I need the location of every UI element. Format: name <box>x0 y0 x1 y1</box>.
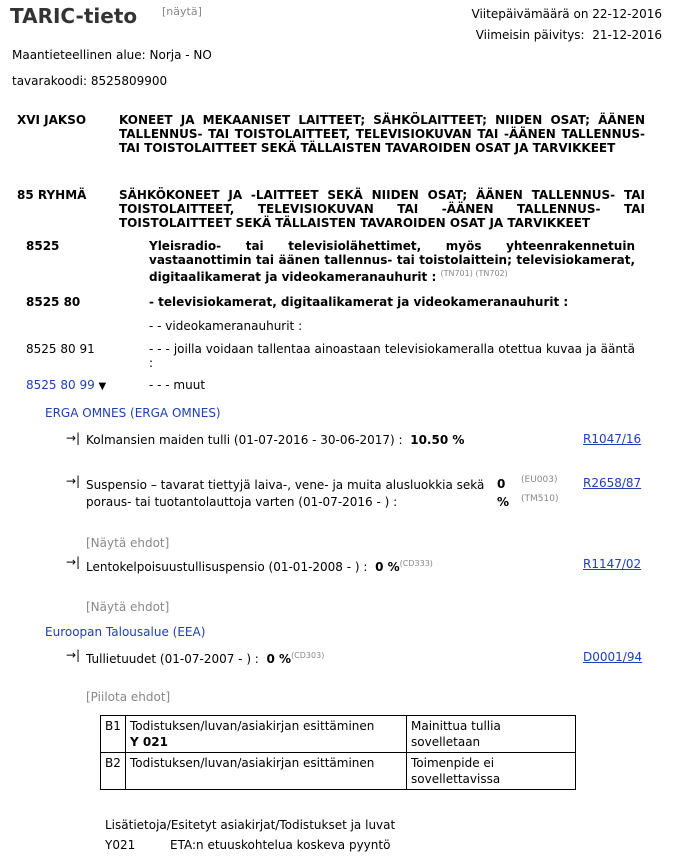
heading-8525-code: 8525 <box>26 239 60 253</box>
table-row <box>101 716 576 753</box>
condition-code: B1 <box>101 716 126 753</box>
additional-info-title: Lisätietoja/Esitetyt asiakirjat/Todistukset ja luvat <box>105 818 396 832</box>
heading-852580-code: 8525 80 <box>26 295 81 309</box>
condition-description <box>126 716 407 753</box>
heading-8525-notes[interactable]: (TN701) (TN702) <box>440 269 508 278</box>
group-eea: Euroopan Talousalue (EEA) <box>45 625 206 639</box>
conditions-table <box>100 715 576 790</box>
measure-airworthiness <box>86 559 433 574</box>
measure-suspension-text: Suspensio – tavarat tiettyjä laiva-, vene- ja muita alusluokkia sekä poraus- tai tuotantolauttoja varten (01-07-2016 - ) : <box>86 478 485 509</box>
show-conditions-link[interactable]: [Näytä ehdot] <box>86 536 170 550</box>
last-update-date: 21-12-2016 <box>592 28 662 42</box>
condition-action: Mainittua tullia sovelletaan <box>407 716 576 753</box>
table-row <box>101 753 576 790</box>
hide-conditions-link[interactable]: [Piilota ehdot] <box>86 690 171 704</box>
heading-85258091-text: - - - joilla voidaan tallentaa ainoastaan televisiokameralla otettua kuvaa ja ääntä : <box>149 342 635 370</box>
regulation-link[interactable]: R1047/16 <box>583 432 642 446</box>
measure-arrow-icon: →| <box>66 555 81 569</box>
measure-text: Lentokelpoisuustullisuspensio (01-01-2008 - ) : <box>86 560 368 574</box>
measure-text: Kolmansien maiden tulli (01-07-2016 - 30-06-2017) : <box>86 433 403 447</box>
section-code: XVI JAKSO <box>17 113 87 127</box>
measure-text: Tullietuudet (01-07-2007 - ) : <box>86 652 259 666</box>
measure-arrow-icon: →| <box>66 431 81 445</box>
show-conditions-link[interactable]: [Näytä ehdot] <box>86 600 170 614</box>
measure-rate: 10.50 % <box>410 433 465 447</box>
last-update-label: Viimeisin päivitys: <box>475 28 585 42</box>
document-description: ETA:n etuuskohtelua koskeva pyyntö <box>170 838 391 852</box>
region-value: Norja - NO <box>149 48 212 62</box>
chapter-code: 85 RYHMÄ <box>17 188 87 202</box>
reference-date-label: Viitepäivämäärä on <box>471 7 589 21</box>
condition-action: Toimenpide ei sovellettavissa <box>407 753 576 790</box>
heading-852580-text: - televisiokamerat, digitaalikamerat ja videokameranauhurit : <box>149 295 569 309</box>
chapter-text: SÄHKÖKONEET JA -LAITTEET SEKÄ NIIDEN OSAT; ÄÄNEN TALLENNUS- TAI TOISTOLAITTEET, TELEVISIOKUVAN TAI -ÄÄNEN TALLENNUS- TAI TOISTOLAITTEET SEKÄ TÄLLAISTEN TAVAROIDEN OSAT JA TARVIKKEET <box>119 188 645 230</box>
condition-code: B2 <box>101 753 126 790</box>
heading-85258099[interactable] <box>26 378 106 392</box>
footnote-cd333[interactable]: (CD333) <box>399 559 433 568</box>
footnote-cd303[interactable]: (CD303) <box>291 651 325 660</box>
code-line <box>12 74 167 88</box>
heading-85258091-code: 8525 80 91 <box>26 342 95 356</box>
section-text: KONEET JA MEKAANISET LAITTEET; SÄHKÖLAITTEET; NIIDEN OSAT; ÄÄNEN TALLENNUS- TAI TOISTOLAITTEET, TELEVISIOKUVAN TAI -ÄÄNEN TALLENNUS- TAI TOISTOLAITTEET SEKÄ TÄLLAISTEN TAVAROIDEN OSAT JA TARVIKKEET <box>119 113 645 155</box>
region-label: Maantieteellinen alue: <box>12 48 146 62</box>
measure-third-country-duty <box>86 433 464 447</box>
condition-description: Todistuksen/luvan/asiakirjan esittäminen <box>126 753 407 790</box>
document-code: Y021 <box>105 838 136 852</box>
measure-rate: 0 <box>497 477 506 491</box>
heading-8525-text <box>149 239 635 284</box>
heading-85258099-text: - - - muut <box>149 378 206 392</box>
region-line <box>12 48 212 62</box>
footnote-tm510[interactable]: (TM510) <box>521 494 559 504</box>
heading-8525-label: Yleisradio- tai televisiolähettimet, myös yhteenrakennetuin vastaanottimin tai äänen tallennus- tai toistolaittein; televisiokamerat, digitaalikamerat ja videokameranauhurit : <box>149 239 635 284</box>
group-erga-omnes: ERGA OMNES (ERGA OMNES) <box>45 406 221 420</box>
regulation-link[interactable]: R2658/87 <box>583 476 642 490</box>
heading-videocam-text: - - videokameranauhurit : <box>149 319 303 333</box>
code-value: 8525809900 <box>90 74 168 88</box>
measure-rate-unit: % <box>497 495 510 509</box>
regulation-link[interactable]: R1147/02 <box>583 557 642 571</box>
regulation-link[interactable]: D0001/94 <box>583 650 643 664</box>
expand-arrow-icon[interactable]: ▼ <box>98 381 107 392</box>
code-label: tavarakoodi: <box>12 74 87 88</box>
measure-rate: 0 % <box>375 560 400 574</box>
measure-arrow-icon: →| <box>66 474 81 488</box>
page-title: TARIC-tieto <box>10 4 138 28</box>
measure-arrow-icon: →| <box>66 648 81 662</box>
measure-rate: 0 % <box>266 652 292 666</box>
dates-block <box>472 4 662 46</box>
reference-date: 22-12-2016 <box>592 7 662 21</box>
show-link[interactable]: [näytä] <box>162 5 202 18</box>
condition-text: Todistuksen/luvan/asiakirjan esittäminen <box>130 719 375 733</box>
condition-document: Y 021 <box>130 735 168 749</box>
measure-tariff-preference <box>86 651 324 666</box>
heading-85258099-code[interactable]: 8525 80 99 <box>26 378 95 392</box>
footnote-eu003[interactable]: (EU003) <box>521 475 558 485</box>
